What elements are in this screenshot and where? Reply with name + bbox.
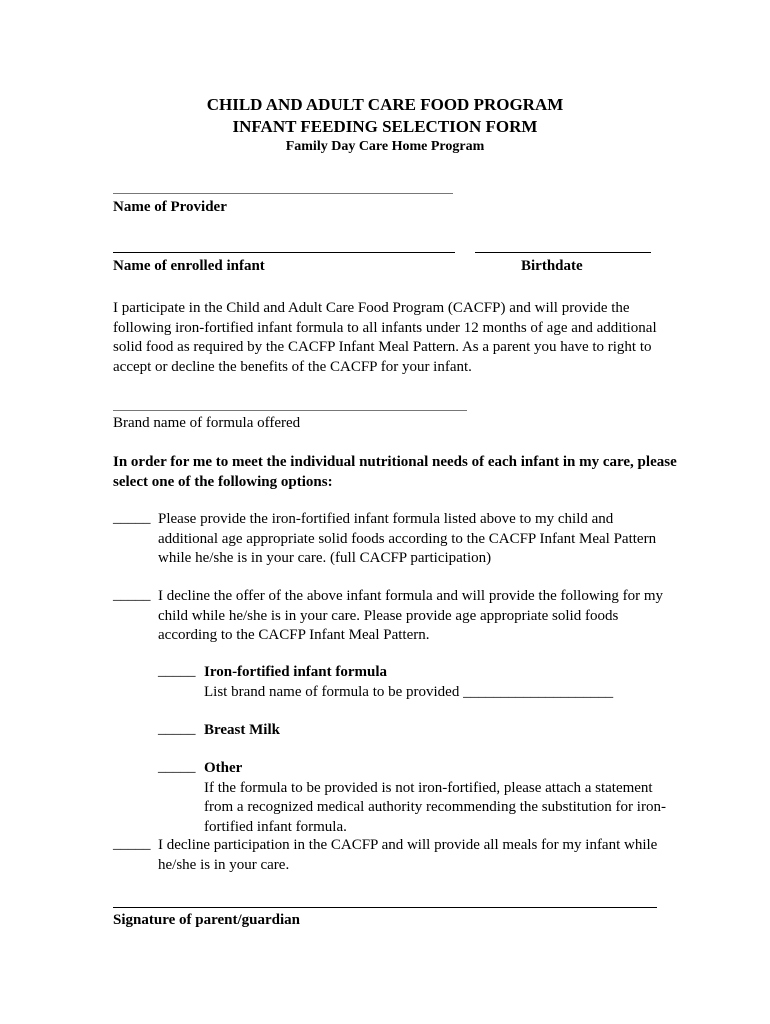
option-full-participation-text [158,510,656,569]
form-subtitle: Family Day Care Home Program [285,139,485,154]
option-decline-formula-text [158,587,663,646]
sub-option-breast-milk-label: Breast Milk [204,722,280,738]
intro-line: solid food as required by the CACFP Infant Meal Pattern. As a parent you have to right to [113,339,652,355]
instruction-text [113,453,677,492]
sub-option-other-blank[interactable]: _____ [158,759,196,775]
provider-name-label: Name of Provider [113,199,227,215]
signature-line[interactable] [113,907,657,908]
sub-option-iron-formula-text [204,663,613,702]
option-line: while he/she is in your care. (full CACFP participation) [158,550,492,566]
sub-option-iron-formula-blank[interactable]: _____ [158,663,196,679]
option-full-participation-blank[interactable]: _____ [113,510,151,526]
instruction-line: In order for me to meet the individual nutritional needs of each infant in my care, please [113,454,677,470]
infant-name-line[interactable] [113,252,455,253]
option-line: he/she is in your care. [158,856,290,873]
option-line: I decline the offer of the above infant formula and will provide the following for my [158,588,663,604]
option-decline-formula-blank[interactable]: _____ [113,587,151,603]
sub-option-other-text [204,759,666,837]
instruction-line: select one of the following options: [113,473,333,490]
brand-name-line[interactable] [113,410,467,411]
signature-label: Signature of parent/guardian [113,912,300,928]
option-line: If the formula to be provided is not iron-fortified, please attach a statement [204,779,653,796]
option-line: fortified infant formula. [204,818,347,835]
intro-line: I participate in the Child and Adult Care Food Program (CACFP) and will provide the [113,300,630,316]
option-line: from a recognized medical authority recommending the substitution for iron- [204,799,666,815]
sub-option-other-label: Other [204,760,243,776]
infant-name-label: Name of enrolled infant [113,258,265,274]
birthdate-line[interactable] [475,252,651,253]
option-line: according to the CACFP Infant Meal Pattern. [158,627,430,643]
sub-option-iron-formula-label: Iron-fortified infant formula [204,664,388,680]
option-line: additional age appropriate solid foods according to the CACFP Infant Meal Pattern [158,530,657,547]
form-title-line2: INFANT FEEDING SELECTION FORM [232,117,538,136]
sub-option-breast-milk-blank[interactable]: _____ [158,721,196,737]
option-decline-cacfp-text [158,836,657,875]
provider-name-line[interactable] [113,193,453,194]
intro-line: accept or decline the benefits of the CACFP for your infant. [113,358,472,375]
sub-option-iron-formula-detail: List brand name of formula to be provided ____________________ [204,683,614,700]
brand-name-label: Brand name of formula offered [113,415,301,431]
intro-paragraph [113,299,657,377]
form-title-line1: CHILD AND ADULT CARE FOOD PROGRAM [206,95,564,114]
option-line: I decline participation in the CACFP and will provide all meals for my infant while [158,837,658,853]
option-decline-cacfp-blank[interactable]: _____ [113,836,151,852]
option-line: Please provide the iron-fortified infant formula listed above to my child and [158,511,614,527]
intro-line: following iron-fortified infant formula to all infants under 12 months of age and additional [113,319,657,336]
birthdate-label: Birthdate [521,258,583,274]
option-line: child while he/she is in your care. Please provide age appropriate solid foods [158,607,619,624]
